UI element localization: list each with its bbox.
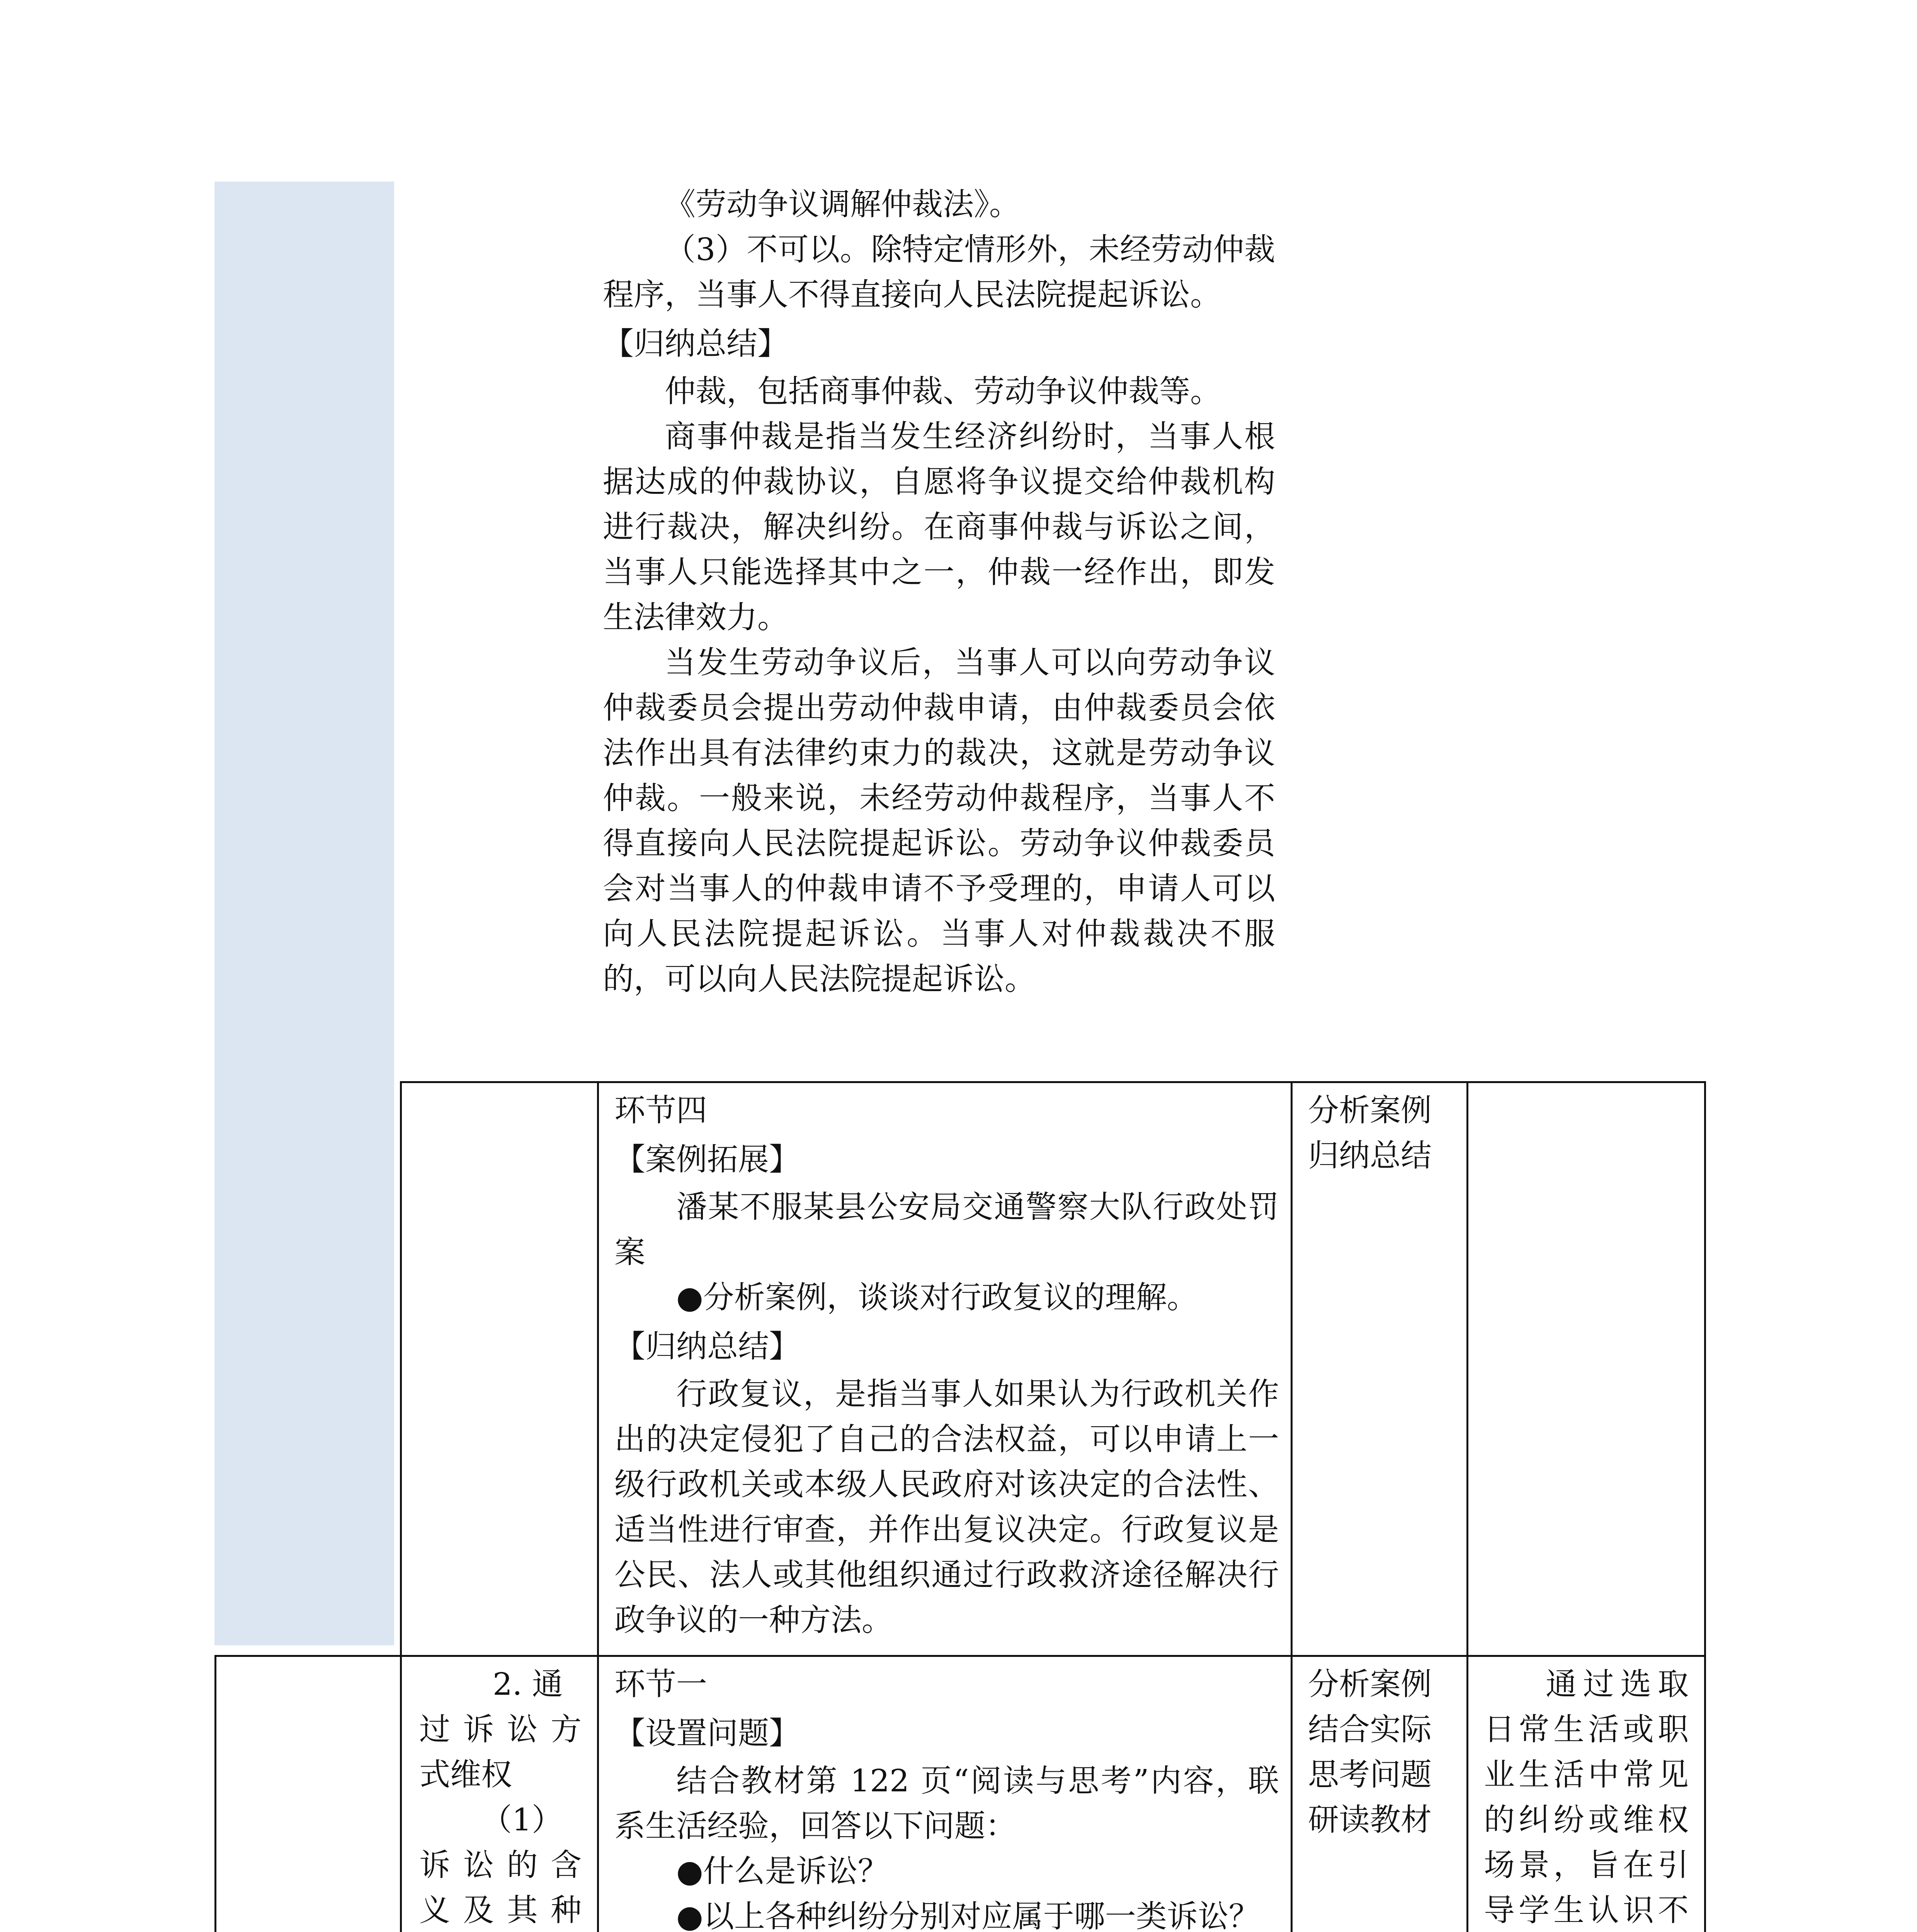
student-activity-cell — [1308, 1662, 1459, 1842]
topic-line: （1） — [481, 1802, 563, 1838]
content-cell-arbitration — [603, 182, 1275, 1002]
rule — [597, 1081, 599, 1657]
rule — [214, 1655, 1706, 1657]
activity-line: 分析案例 — [1308, 1092, 1432, 1128]
rule — [1291, 1081, 1293, 1657]
summary-paragraph: 仲裁，包括商事仲裁、劳动争议仲裁等。 — [665, 373, 1221, 409]
text-paragraph: （3）不可以。除特定情形外，未经劳动仲裁程序，当事人不得直接向人民法院提起诉讼。 — [603, 231, 1275, 313]
activity-line: 结合实际 — [1308, 1711, 1432, 1747]
summary-paragraph: 当发生劳动争议后，当事人可以向劳动争议仲裁委员会提出劳动仲裁申请，由仲裁委员会依法作出具有法律约束力的裁决，这就是劳动争议仲裁。一般来说，未经劳动仲裁程序，当事人不得直接向人民法院提起诉讼。劳动争议仲裁委员会对当事人的仲裁申请不予受理的，申请人可以向人民法院提起诉讼。当事人对仲裁裁决不服的，可以向人民法院提起诉讼。 — [603, 645, 1275, 997]
summary-paragraph: 商事仲裁是指当发生经济纠纷时，当事人根据达成的仲裁协议，自愿将争议提交给仲裁机构进行裁决，解决纠纷。在商事仲裁与诉讼之间，当事人只能选择其中之一，仲裁一经作出，即发生法律效力。 — [603, 418, 1275, 635]
content-cell-admin-review — [614, 1088, 1279, 1643]
step-heading: 环节四 — [614, 1092, 707, 1128]
topic-line: 诉讼的含 — [419, 1847, 582, 1883]
section-title-question: 【设置问题】 — [614, 1715, 800, 1751]
rule — [214, 1655, 216, 1932]
rule — [400, 1081, 1706, 1083]
bullet-item: ●分析案例，谈谈对行政复议的理解。 — [676, 1279, 1198, 1315]
topic-line: 义及其种 — [419, 1892, 582, 1928]
content-cell-litigation — [614, 1662, 1279, 1932]
stage-column-shading — [214, 182, 394, 1645]
rule — [1291, 1655, 1293, 1932]
summary-paragraph: 行政复议，是指当事人如果认为行政机关作出的决定侵犯了自己的合法权益，可以申请上一级行政机关或本级人民政府对该决定的合法性、适当性进行审查，并作出复议决定。行政复议是公民、法人或其他组织通过行政救济途径解决行政争议的一种方法。 — [614, 1376, 1279, 1638]
question-text: 结合教材第 122 页“阅读与思考”内容，联系生活经验，回答以下问题： — [614, 1763, 1279, 1844]
rule — [400, 1655, 402, 1932]
section-title-case: 【案例拓展】 — [614, 1141, 800, 1177]
bullet-item: ●以上各种纠纷分别对应属于哪一类诉讼？ — [676, 1898, 1260, 1932]
rule — [597, 1655, 599, 1932]
case-text: 潘某不服某县公安局交通警察大队行政处罚案 — [614, 1189, 1279, 1270]
section-title-summary: 【归纳总结】 — [603, 326, 788, 362]
section-title-summary: 【归纳总结】 — [614, 1328, 800, 1364]
rule — [1466, 1655, 1468, 1932]
rule — [400, 1081, 402, 1657]
activity-line: 研读教材 — [1308, 1802, 1432, 1838]
topic-cell — [419, 1662, 582, 1932]
design-intent-cell — [1484, 1662, 1689, 1932]
bullet-item: ●什么是诉讼？ — [676, 1853, 889, 1889]
topic-line: 过诉讼方 — [419, 1711, 582, 1747]
text-line: 《劳动争议调解仲裁法》。 — [665, 186, 1020, 222]
activity-line: 分析案例 — [1308, 1666, 1432, 1702]
activity-line: 思考问题 — [1308, 1757, 1432, 1793]
topic-line: 式维权 — [419, 1757, 512, 1793]
topic-line: 2. 通 — [493, 1666, 563, 1702]
rule — [1704, 1081, 1706, 1657]
rule — [1704, 1655, 1706, 1932]
activity-line: 归纳总结 — [1308, 1138, 1432, 1173]
design-intent-text: 通过选取日常生活或职业生活中常见的纠纷或维权场景，旨在引导学生认识不 — [1484, 1666, 1689, 1928]
student-activity-cell — [1308, 1088, 1459, 1178]
rule — [1466, 1081, 1468, 1657]
step-heading: 环节一 — [614, 1666, 707, 1702]
